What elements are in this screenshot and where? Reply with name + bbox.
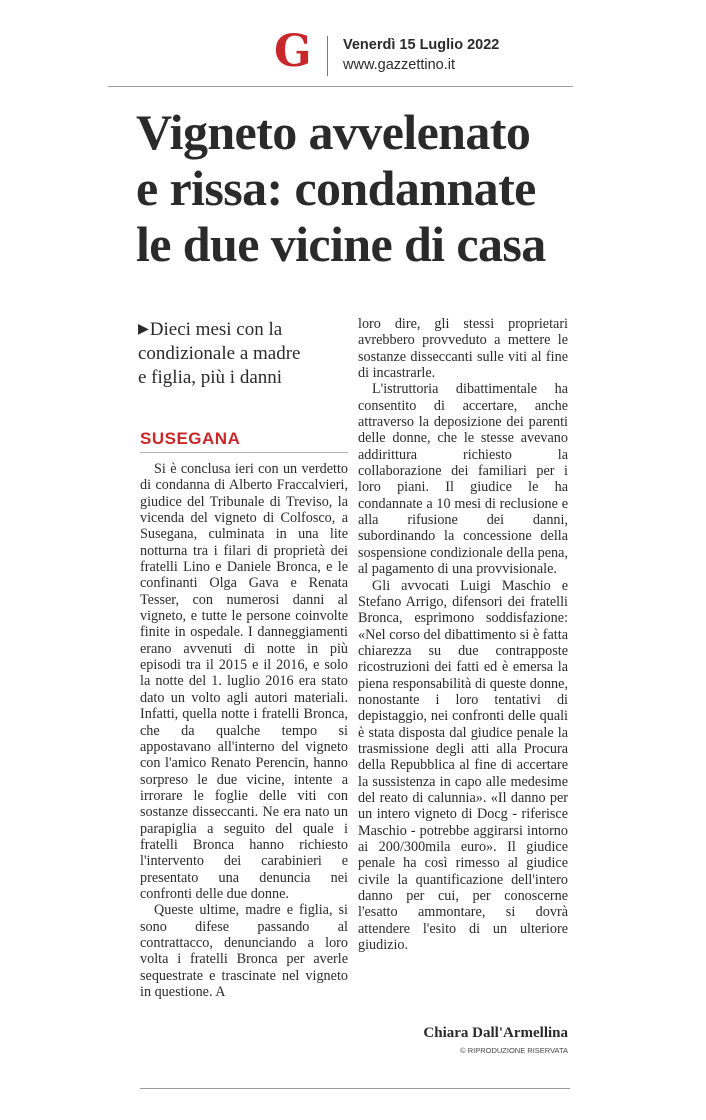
body-paragraph: Queste ultime, madre e figlia, si sono difese passando al contrattacco, denunciando a loro volta i fratelli Bronca per averle sequestrate e trascinate nel vigneto in questione. A bbox=[140, 902, 348, 1000]
article-column-1 bbox=[140, 461, 348, 1000]
triangle-marker-icon: ▶ bbox=[138, 322, 149, 337]
headline-line: le due vicine di casa bbox=[136, 216, 546, 272]
headline-line: Vigneto avvelenato bbox=[136, 104, 531, 160]
bottom-divider bbox=[140, 1088, 570, 1089]
location-tag bbox=[140, 429, 348, 453]
article-subheadline bbox=[138, 318, 338, 390]
body-paragraph: loro dire, gli stessi proprietari avrebbero provveduto a mettere le sostanze disseccanti sulle viti al fine di incastrarle. bbox=[358, 316, 568, 382]
subhead-line: condizionale a madre bbox=[138, 343, 301, 364]
headline-line: e rissa: condannate bbox=[136, 160, 536, 216]
masthead bbox=[140, 26, 580, 82]
article-headline bbox=[136, 104, 576, 272]
gazzettino-logo: G bbox=[274, 26, 312, 77]
publication-date: Venerdì 15 Luglio 2022 bbox=[343, 37, 500, 53]
body-paragraph: L'istruttoria dibattimentale ha consentito di accertare, anche attraverso la deposizione dei parenti delle donne, che le stesse avevano addirittura richiesto la collaborazione dei familiari per i loro piani. Il giudice le ha condannate a 10 mesi di reclusione e alla rifusione dei danni, subordinando la concessione della sospensione condizionale della pena, al pagamento di una provvisionale. bbox=[358, 381, 568, 578]
top-divider bbox=[108, 86, 573, 87]
masthead-divider bbox=[327, 36, 328, 76]
copyright-notice: © RIPRODUZIONE RISERVATA bbox=[460, 1046, 568, 1055]
body-paragraph: Gli avvocati Luigi Maschio e Stefano Arrigo, difensori dei fratelli Bronca, esprimono soddisfazione: «Nel corso del dibattimento si è fatta chiarezza su due contrapposte ricostruzioni dei fatti ed è emersa la piena responsabilità di queste donne, nonostante i loro tentativi di depistaggio, nei confronti delle quali è stata disposta dal giudice penale la trasmissione degli atti alla Procura della Repubblica al fine di accertare la sussistenza in capo alle medesime del reato di calunnia». «Il danno per un intero vigneto di Docg - riferisce Maschio - potrebbe aggirarsi intorno ai 200/300mila euro». Il giudice penale ha così rimesso al giudice civile la quantificazione dell'intero danno per cui, per conoscerne l'esatto ammontare, si dovrà attendere l'esito di un ulteriore giudizio. bbox=[358, 577, 568, 954]
article-column-2 bbox=[358, 316, 568, 953]
subhead-line: e figlia, più i danni bbox=[138, 367, 283, 388]
subhead-line: Dieci mesi con la bbox=[149, 319, 283, 340]
body-paragraph: Si è conclusa ieri con un verdetto di condanna di Alberto Fraccalvieri, giudice del Tribunale di Treviso, la vicenda del vigneto di Colfosco, a Susegana, culminata in una lite notturna tra i filari di proprietà dei fratelli Lino e Daniele Bronca, e le confinanti Olga Gava e Renata Tesser, con numerosi danni al vigneto, e tutte le persone coinvolte finite in ospedale. I danneggiamenti erano avvenuti di notte in più episodi tra il 2015 e il 2016, e solo la notte del 1. luglio 2016 era stato dato un volto agli autori materiali. Infatti, quella notte i fratelli Bronca, che da qualche tempo si appostavano all'interno del vigneto con l'amico Renato Perencin, hanno sorpreso le due vicine, intente a irrorare le foglie delle viti con sostanze disseccanti. Ne era nato un parapiglia a seguito del quale i fratelli Bronca hanno richiesto l'intervento dei carabinieri e presentato una denuncia nei confronti delle due donne. bbox=[140, 461, 348, 902]
publication-website: www.gazzettino.it bbox=[343, 57, 456, 73]
location-label: SUSEGANA bbox=[140, 429, 241, 448]
location-underline bbox=[140, 452, 348, 453]
author-byline: Chiara Dall'Armellina bbox=[423, 1025, 568, 1041]
